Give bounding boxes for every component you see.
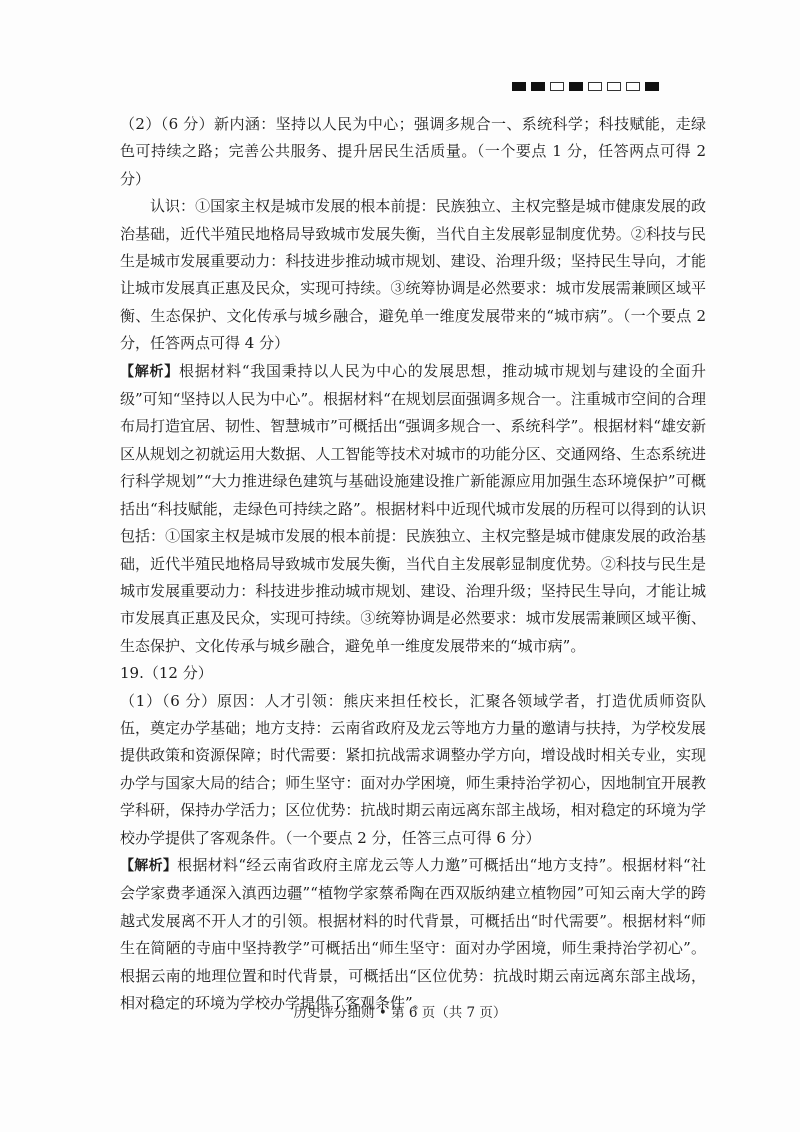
q18-understanding: 认识：①国家主权是城市发展的根本前提：民族独立、主权完整是城市健康发展的政治基础，近代半殖民地格局导致城市发展失衡，当代自主发展彰显制度优势。②科技与民生是城市发展重要动力：科技进步推动城市规划、建设、治理升级；坚持民生导向，才能让城市发展真正惠及民众，实现可持续。③统筹协调是必然要求：城市发展需兼顾区域平衡、生态保护、文化传承与城乡融合，避免单一维度发展带来的“城市病”。（一个要点 2 分，任答两点可得 4 分） [120, 197, 706, 353]
q19-part1-answer: （1）（6 分）原因：人才引领：熊庆来担任校长，汇聚各领域学者，打造优质师资队伍，奠定办学基础；地方支持：云南省政府及龙云等地方力量的邀请与扶持，为学校发展提供政策和资源保障；时代需要：紧扣抗战需求调整办学方向，增设战时相关专业，实现办学与国家大局的结合；师生坚守：面对办学困境，师生秉持治学初心，因地制宜开展教学科研，保持办学活力；区位优势：抗战时期云南远离东部主战场，相对稳定的环境为学校办学提供了客观条件。（一个要点 2 分，任答三点可得 6 分） [120, 691, 706, 847]
filled-mark [531, 82, 545, 91]
q19-heading: 19.（12 分） [120, 664, 213, 683]
analysis-text: 根据材料“经云南省政府主席龙云等人力邀”可概括出“地方支持”。根据材料“社会学家费孝通深入滇西边疆”“植物学家蔡希陶在西双版纳建立植物园”可知云南大学的跨越式发展离不开人才的引领。根据材料的时代背景，可概括出“时代需要”。根据材料“师生在简陋的寺庙中坚持教学”可概括出“师生坚守：面对办学困境，师生秉持治学初心”。根据云南的地理位置和时代背景，可概括出“区位优势：抗战时期云南远离东部主战场，相对稳定的环境为学校办学提供了客观条件”。 [120, 855, 706, 1012]
q19-analysis [120, 852, 706, 1017]
q18-part2-answer: （2）（6 分）新内涵：坚持以人民为中心；强调多规合一、系统科学；科技赋能，走绿色可持续之路；完善公共服务、提升居民生活质量。（一个要点 1 分，任答两点可得 2 分） [120, 115, 706, 188]
page-footer: 历史评分细则 • 第 6 页（共 7 页） [293, 1005, 507, 1021]
analysis-tag: 【解析】 [120, 857, 178, 874]
filled-mark [512, 82, 526, 91]
analysis-text: 根据材料“我国秉持以人民为中心的发展思想，推动城市规划与建设的全面升级”可知“坚持以人民为中心”。根据材料“在规划层面强调多规合一。注重城市空间的合理布局打造宜居、韧性、智慧城市”可概括出“强调多规合一、系统科学”。根据材料“雄安新区从规划之初就运用大数据、人工智能等技术对城市的功能分区、交通网络、生态系统进行科学规划”“大力推进绿色建筑与基础设施建设推广新能源应用加强生态环境保护”可概括出“科技赋能，走绿色可持续之路”。根据材料中近现代城市发展的历程可以得到的认识包括：①国家主权是城市发展的根本前提：民族独立、主权完整是城市健康发展的政治基础，近代半殖民地格局导致城市发展失衡，当代自主发展彰显制度优势。②科技与民生是城市发展重要动力：科技进步推动城市规划、建设、治理升级；坚持民生导向，才能让城市发展真正惠及民众，实现可持续。③统筹协调是必然要求：城市发展需兼顾区域平衡、生态保护、文化传承与城乡融合，避免单一维度发展带来的“城市病”。 [120, 361, 706, 655]
filled-mark [645, 82, 659, 91]
page-content [120, 111, 706, 1017]
exam-marks [512, 82, 659, 91]
q18-analysis [120, 358, 706, 660]
empty-mark [607, 82, 621, 91]
filled-mark [569, 82, 583, 91]
empty-mark [626, 82, 640, 91]
empty-mark [550, 82, 564, 91]
analysis-tag: 【解析】 [120, 363, 179, 380]
empty-mark [588, 82, 602, 91]
